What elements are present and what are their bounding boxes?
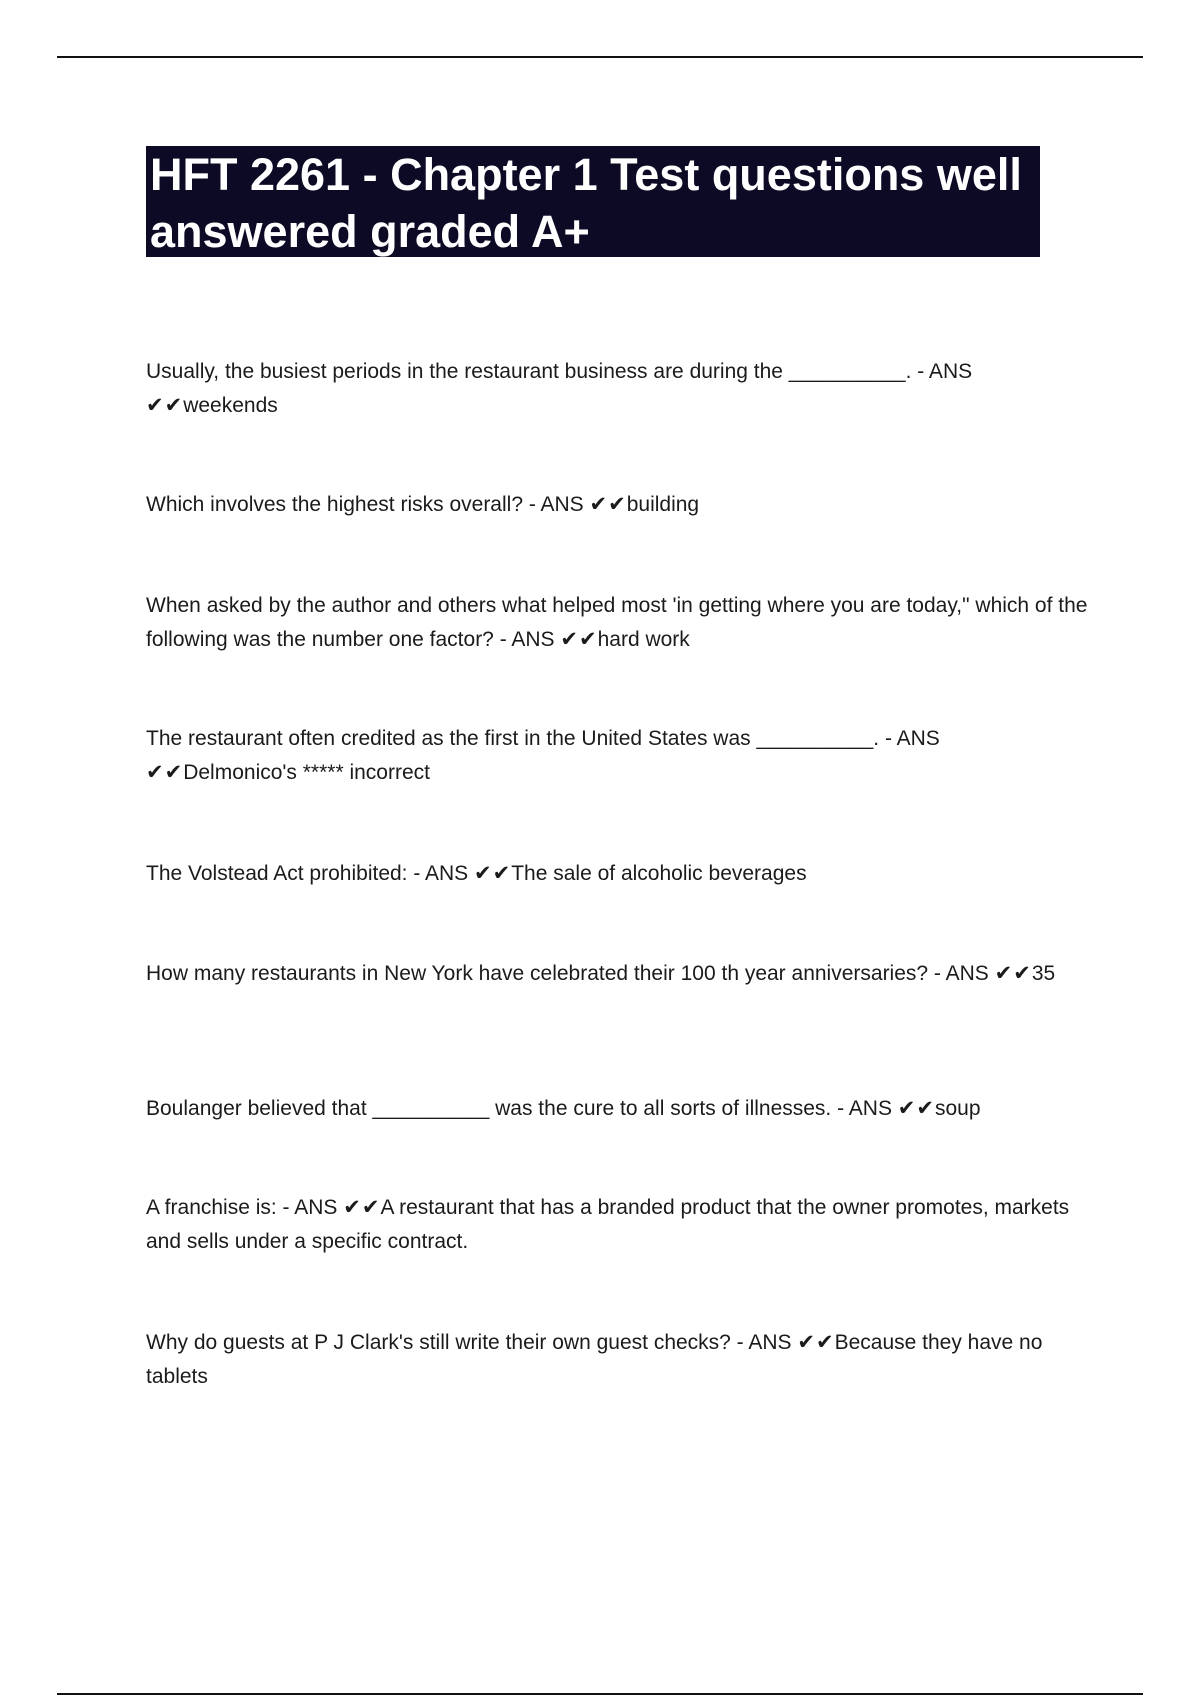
question-text: The Volstead Act prohibited: - ANS (146, 862, 475, 885)
question-text: When asked by the author and others what helped most 'in getting where you are today," which of the following was the number one factor? - ANS (146, 594, 1088, 651)
question-text: Why do guests at P J Clark's still write their own guest checks? - ANS (146, 1331, 798, 1354)
double-check-icon: ✔✔ (146, 761, 184, 784)
answer-text: The sale of alcoholic beverages (511, 862, 807, 885)
document-title: HFT 2261 - Chapter 1 Test questions well answered graded A+ (150, 149, 1022, 257)
question-text: The restaurant often credited as the first in the United States was __________. - ANS (146, 727, 940, 750)
double-check-icon: ✔✔ (146, 394, 184, 417)
double-check-icon: ✔✔ (994, 962, 1032, 985)
bottom-rule (57, 1693, 1143, 1695)
double-check-icon: ✔✔ (560, 628, 598, 651)
qa-item (146, 355, 1096, 423)
double-check-icon: ✔✔ (589, 493, 627, 516)
answer-text: weekends (183, 394, 278, 417)
qa-item (146, 1326, 1096, 1394)
answer-text: soup (935, 1097, 981, 1120)
qa-item (146, 957, 1096, 991)
question-text: Usually, the busiest periods in the restaurant business are during the __________. - ANS (146, 360, 973, 383)
double-check-icon: ✔✔ (474, 862, 512, 885)
answer-text: hard work (597, 628, 690, 651)
qa-item (146, 1191, 1096, 1259)
qa-item (146, 722, 1096, 790)
answer-text: Delmonico's ***** incorrect (183, 761, 430, 784)
question-text: Boulanger believed that __________ was the cure to all sorts of illnesses. - ANS (146, 1097, 898, 1120)
answer-text: Because they have no tablets (146, 1331, 1043, 1388)
qa-item (146, 857, 1096, 891)
answer-text: building (626, 493, 700, 516)
double-check-icon: ✔✔ (897, 1097, 935, 1120)
question-text: A franchise is: - ANS (146, 1196, 344, 1219)
double-check-icon: ✔✔ (343, 1196, 381, 1219)
double-check-icon: ✔✔ (797, 1331, 835, 1354)
question-text: How many restaurants in New York have celebrated their 100 th year anniversaries? - ANS (146, 962, 995, 985)
answer-text: A restaurant that has a branded product that the owner promotes, markets and sells under a specific contract. (146, 1196, 1070, 1253)
qa-item (146, 1092, 1096, 1126)
answer-text: 35 (1031, 962, 1056, 985)
qa-item (146, 589, 1096, 657)
qa-item (146, 488, 1096, 522)
question-text: Which involves the highest risks overall? - ANS (146, 493, 590, 516)
top-rule (57, 56, 1143, 58)
title-banner (146, 146, 1040, 257)
